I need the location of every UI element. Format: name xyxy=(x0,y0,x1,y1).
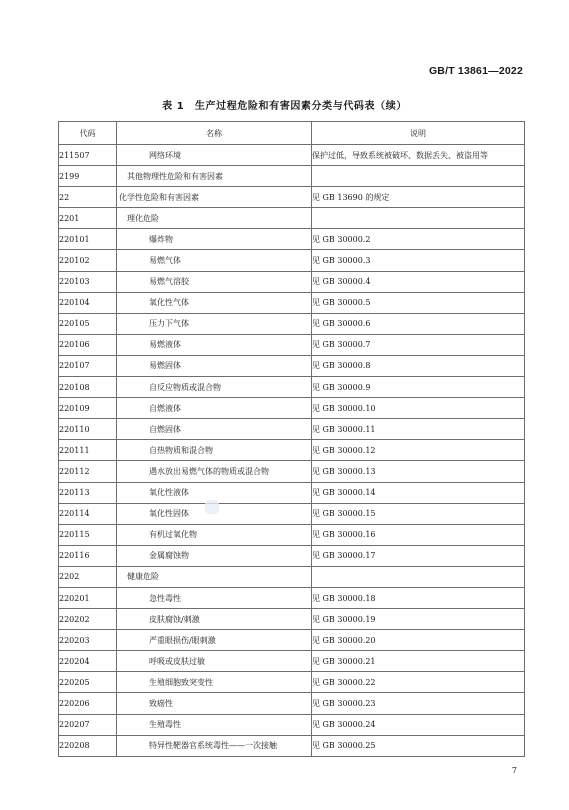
cell-description: 见 GB 30000.6 xyxy=(312,313,525,334)
table-row xyxy=(59,524,525,545)
cell-name: 易燃气溶胶 xyxy=(117,271,312,292)
table-row xyxy=(59,145,525,166)
cell-code: 220102 xyxy=(59,250,117,271)
cell-code: 220201 xyxy=(59,587,117,608)
cell-name: 网络环境 xyxy=(117,145,312,166)
standard-number: GB/T 13861—2022 xyxy=(428,65,523,77)
table-row xyxy=(59,440,525,461)
cell-name: 易燃固体 xyxy=(117,355,312,376)
cell-code: 220109 xyxy=(59,398,117,419)
table-row xyxy=(59,482,525,503)
cell-code: 220110 xyxy=(59,419,117,440)
cell-description xyxy=(312,208,525,229)
cell-description: 见 GB 30000.12 xyxy=(312,440,525,461)
table-row xyxy=(59,566,525,587)
cell-name: 皮肤腐蚀/刺激 xyxy=(117,609,312,630)
cell-description: 见 GB 30000.25 xyxy=(312,735,525,756)
cell-code: 220107 xyxy=(59,355,117,376)
table-row xyxy=(59,187,525,208)
table-row xyxy=(59,377,525,398)
column-header-code: 代码 xyxy=(59,122,117,145)
cell-code: 220205 xyxy=(59,672,117,693)
cell-description: 见 GB 30000.4 xyxy=(312,271,525,292)
cell-name: 呼吸或皮肤过敏 xyxy=(117,651,312,672)
table-row xyxy=(59,651,525,672)
cell-code: 220115 xyxy=(59,524,117,545)
cell-description: 见 GB 30000.5 xyxy=(312,292,525,313)
cell-code: 220112 xyxy=(59,461,117,482)
table-row xyxy=(59,334,525,355)
table-row xyxy=(59,166,525,187)
cell-code: 211507 xyxy=(59,145,117,166)
cell-code: 220104 xyxy=(59,292,117,313)
table-row xyxy=(59,313,525,334)
cell-name: 爆炸物 xyxy=(117,229,312,250)
table-row xyxy=(59,630,525,651)
cell-description: 见 GB 30000.15 xyxy=(312,503,525,524)
cell-code: 220101 xyxy=(59,229,117,250)
cell-name: 压力下气体 xyxy=(117,313,312,334)
table-row xyxy=(59,271,525,292)
cell-name: 自燃液体 xyxy=(117,398,312,419)
cell-description: 见 GB 30000.14 xyxy=(312,482,525,503)
cell-description: 见 GB 30000.20 xyxy=(312,630,525,651)
cell-description: 见 GB 30000.7 xyxy=(312,334,525,355)
cell-description: 见 GB 30000.18 xyxy=(312,587,525,608)
table-row xyxy=(59,355,525,376)
cell-name: 特异性靶器官系统毒性——一次接触 xyxy=(117,735,312,756)
table-row xyxy=(59,503,525,524)
table-body xyxy=(59,145,525,757)
table-row xyxy=(59,229,525,250)
cell-code: 220202 xyxy=(59,609,117,630)
cell-description: 见 GB 30000.11 xyxy=(312,419,525,440)
page-number: 7 xyxy=(511,766,517,775)
cell-code: 220203 xyxy=(59,630,117,651)
cell-code: 220113 xyxy=(59,482,117,503)
table-title: 表 1 生产过程危险和有害因素分类与代码表（续） xyxy=(162,101,407,112)
cell-name: 致癌性 xyxy=(117,693,312,714)
cell-name: 健康危险 xyxy=(117,566,312,587)
table-row xyxy=(59,545,525,566)
table-row xyxy=(59,693,525,714)
cell-code: 220206 xyxy=(59,693,117,714)
cell-code: 220116 xyxy=(59,545,117,566)
cell-description: 见 GB 30000.23 xyxy=(312,693,525,714)
cell-description: 见 GB 30000.19 xyxy=(312,609,525,630)
cell-code: 220208 xyxy=(59,735,117,756)
cell-code: 220111 xyxy=(59,440,117,461)
cell-description: 见 GB 30000.13 xyxy=(312,461,525,482)
classification-table xyxy=(58,121,525,757)
cell-name: 化学性危险和有害因素 xyxy=(117,187,312,208)
cell-code: 220207 xyxy=(59,714,117,735)
cell-name: 其他物理性危险和有害因素 xyxy=(117,166,312,187)
cell-name: 自热物质和混合物 xyxy=(117,440,312,461)
cell-description: 见 GB 30000.8 xyxy=(312,355,525,376)
cell-code: 2199 xyxy=(59,166,117,187)
cell-code: 220114 xyxy=(59,503,117,524)
cell-code: 220106 xyxy=(59,334,117,355)
cell-name: 自燃固体 xyxy=(117,419,312,440)
cell-name: 金属腐蚀物 xyxy=(117,545,312,566)
cell-name: 生殖毒性 xyxy=(117,714,312,735)
cell-description: 见 GB 30000.17 xyxy=(312,545,525,566)
cell-description: 见 GB 30000.9 xyxy=(312,377,525,398)
table-row xyxy=(59,419,525,440)
table-row xyxy=(59,208,525,229)
cell-name: 易燃气体 xyxy=(117,250,312,271)
cell-description: 见 GB 30000.3 xyxy=(312,250,525,271)
cell-name: 氧化性液体 xyxy=(117,482,312,503)
table-row xyxy=(59,587,525,608)
cell-description: 见 GB 30000.22 xyxy=(312,672,525,693)
cell-code: 220105 xyxy=(59,313,117,334)
cell-description: 见 GB 30000.2 xyxy=(312,229,525,250)
cell-code: 2201 xyxy=(59,208,117,229)
table-row xyxy=(59,250,525,271)
cell-code: 220103 xyxy=(59,271,117,292)
cell-name: 遇水放出易燃气体的物质或混合物 xyxy=(117,461,312,482)
cell-code: 2202 xyxy=(59,566,117,587)
cell-code: 220108 xyxy=(59,377,117,398)
cell-name: 有机过氧化物 xyxy=(117,524,312,545)
table-row xyxy=(59,672,525,693)
cell-name: 氧化性固体 xyxy=(117,503,312,524)
column-header-name: 名称 xyxy=(117,122,312,145)
table-row xyxy=(59,609,525,630)
cell-description: 见 GB 30000.16 xyxy=(312,524,525,545)
cell-name: 易燃液体 xyxy=(117,334,312,355)
cell-name: 急性毒性 xyxy=(117,587,312,608)
table-row xyxy=(59,292,525,313)
cell-name: 生殖细胞致突变性 xyxy=(117,672,312,693)
cell-name: 严重眼损伤/眼刺激 xyxy=(117,630,312,651)
cell-description: 保护过低，导致系统被破坏、数据丢失、被盗用等 xyxy=(312,145,525,166)
cell-description: 见 GB 13690 的规定 xyxy=(312,187,525,208)
column-header-description: 说明 xyxy=(312,122,525,145)
cell-code: 220204 xyxy=(59,651,117,672)
cell-name: 自反应物质或混合物 xyxy=(117,377,312,398)
cell-name: 氧化性气体 xyxy=(117,292,312,313)
table-row xyxy=(59,398,525,419)
table-header-row xyxy=(59,122,525,145)
cell-description: 见 GB 30000.10 xyxy=(312,398,525,419)
cell-code: 22 xyxy=(59,187,117,208)
cell-description: 见 GB 30000.21 xyxy=(312,651,525,672)
watermark-mark xyxy=(205,500,219,514)
cell-description xyxy=(312,166,525,187)
cell-description: 见 GB 30000.24 xyxy=(312,714,525,735)
cell-description xyxy=(312,566,525,587)
cell-name: 理化危险 xyxy=(117,208,312,229)
table-row xyxy=(59,461,525,482)
table-row xyxy=(59,735,525,756)
table-row xyxy=(59,714,525,735)
